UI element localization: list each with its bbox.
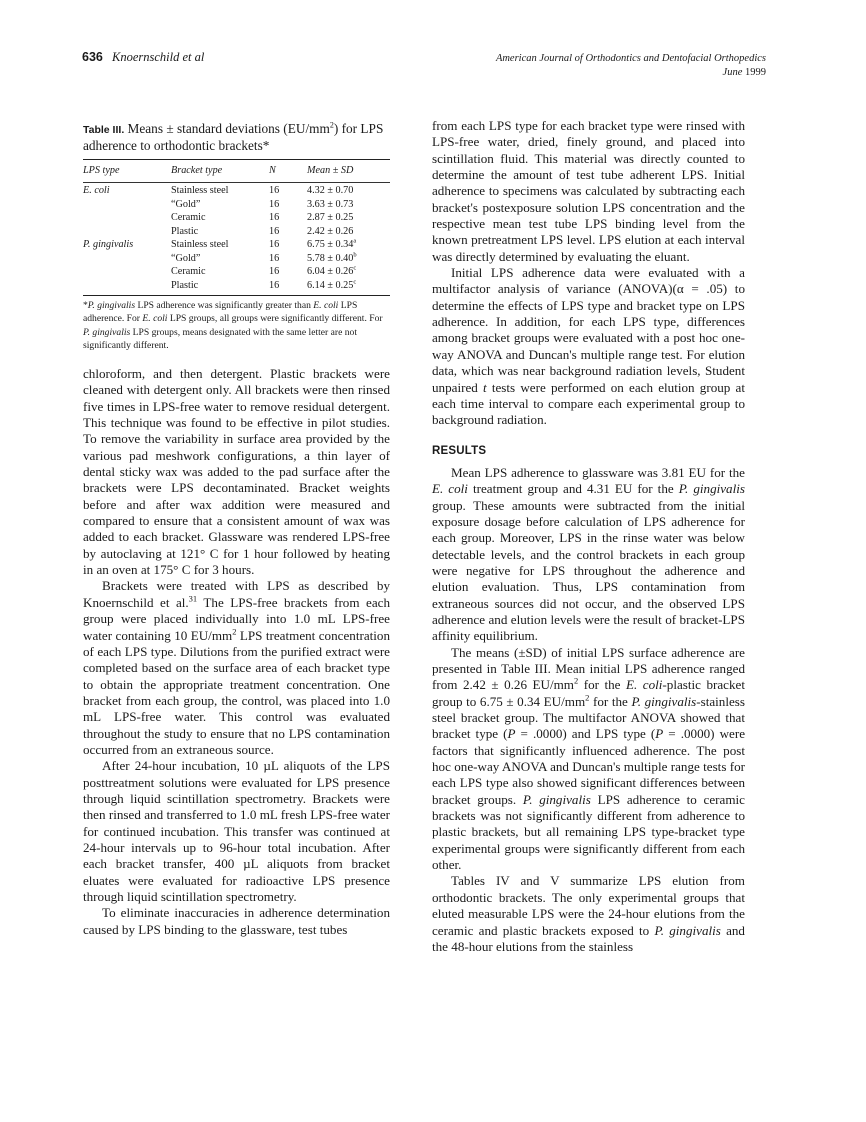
cell-mean-sd: 6.14 ± 0.25$^c$ bbox=[307, 278, 357, 291]
table-footnote: *P. gingivalis LPS adherence was significantly greater than E. coli LPS adherence. For E. coli LPS groups, all groups were significantly different. For P. gingivalis LPS groups, means designated with the same letter are not significantly different. bbox=[83, 300, 383, 352]
reference-superscript: 31 bbox=[188, 593, 198, 604]
cell-mean-sd: 5.78 ± 0.40$^b$ bbox=[307, 251, 357, 264]
paragraph: To eliminate inaccuracies in adherence determination caused by LPS binding to the glassware, test tubes bbox=[83, 905, 390, 937]
cell-lps-type bbox=[83, 225, 171, 239]
cell-n: 16 bbox=[269, 279, 280, 291]
cell-bracket-type: Stainless steel bbox=[171, 239, 229, 250]
cell-lps-type bbox=[83, 279, 171, 293]
cell-bracket-type: Plastic bbox=[171, 225, 199, 237]
table-row bbox=[83, 184, 390, 198]
cell-mean-sd: 2.87 ± 0.25 bbox=[307, 212, 354, 223]
cell-n: 16 bbox=[269, 185, 280, 196]
paragraph: Mean LPS adherence to glassware was 3.81 EU for the E. coli treatment group and 4.31 EU for the P. gingivalis group. These amounts were subtracted from the initial exposure dosage before calculation of LPS adherence for each group. Moreover, LPS in the rinse water was below detectable levels, and the control brackets in each group were negative for LPS throughout the adherence and elution evaluation. Thus, LPS contamination from extraneous sources did not occur, and the observed LPS adherence and elution levels were the result of bracket-LPS affinity equilibrium. bbox=[432, 464, 745, 644]
table-header-row bbox=[83, 160, 390, 180]
table-iii bbox=[83, 121, 390, 353]
cell-mean-sd: 2.42 ± 0.26 bbox=[307, 225, 354, 237]
cell-n: 16 bbox=[269, 225, 280, 237]
table-row bbox=[83, 225, 390, 239]
data-table bbox=[83, 160, 390, 292]
issue-year: 1999 bbox=[745, 67, 766, 78]
table-row bbox=[83, 198, 390, 212]
journal-title: American Journal of Orthodontics and Dentofacial Orthopedics bbox=[495, 53, 766, 64]
cell-n: 16 bbox=[269, 212, 280, 223]
cell-lps-type bbox=[83, 252, 171, 266]
cell-bracket-type: Ceramic bbox=[171, 266, 206, 277]
cell-bracket-type: “Gold” bbox=[171, 252, 201, 264]
cell-bracket-type: Ceramic bbox=[171, 212, 206, 223]
cell-lps-type bbox=[83, 211, 171, 225]
page-number: 636 bbox=[82, 50, 103, 64]
cell-lps-type bbox=[83, 265, 171, 279]
table-row bbox=[83, 252, 390, 266]
cell-mean-sd: 6.75 ± 0.34$^a$ bbox=[307, 237, 357, 250]
cell-lps-type: E. coli bbox=[83, 185, 110, 196]
paragraph: After 24-hour incubation, 10 µL aliquots of the LPS posttreatment solutions were evaluated for LPS presence through liquid scintillation spectrometry. Brackets were then rinsed and transferred to 1.0 mL fresh LPS-free water for continued incubation. This transfer was continued at 24-hour intervals up to 96-hour total incubation. After each bracket transfer, 400 µL aliquots from bracket eluates were evaluated for radioactive LPS presence through liquid scintillation spectrometry. bbox=[83, 758, 390, 904]
table-label: Table III. bbox=[83, 124, 125, 136]
table-header-rule bbox=[83, 182, 390, 183]
right-column-text bbox=[432, 118, 745, 955]
paragraph: Initial LPS adherence data were evaluated with a multifactor analysis of variance (ANOVA)(α = .05) to determine the effects of LPS type and bracket type on LPS adherence. In addition, for each LPS type, differences among bracket groups were evaluated with a post hoc one-way ANOVA and Duncan's multiple range test. For elution data, which was near background radiation levels, Student unpaired t tests were performed on each elution group at each time interval to compare each experimental group to background radiation. bbox=[432, 265, 745, 428]
running-authors: Knoernschild et al bbox=[111, 50, 205, 64]
cell-lps-type bbox=[83, 198, 171, 212]
running-header-right bbox=[496, 52, 766, 80]
table-caption bbox=[83, 121, 390, 153]
col-header-lps-type: LPS type bbox=[83, 164, 120, 176]
table-row bbox=[83, 279, 390, 293]
cell-n: 16 bbox=[269, 252, 280, 264]
paragraph: chloroform, and then detergent. Plastic brackets were cleaned with detergent only. All brackets were then rinsed five times in LPS-free water to remove residual detergent. This technique was found to be effective in pilot studies. To remove the variability in surface area provided by the various pad meshwork configurations, a thin layer of dental sticky wax was added to the pad surface after the brackets were LPS decontaminated. Bracket weights before and after wax addition were measured and compared to ensure that a consistent amount of wax was added to each bracket. Glassware was rendered LPS-free by autoclaving at 121° C for 1 hour followed by heating in an oven at 175° C for 3 hours. bbox=[83, 366, 390, 578]
col-header-bracket-type: Bracket type bbox=[171, 164, 223, 176]
col-header-n: N bbox=[269, 164, 276, 176]
caption-text: ) for LPS adherence to orthodontic brackets* bbox=[83, 121, 384, 153]
paragraph: Tables IV and V summarize LPS elution from orthodontic brackets. The only experimental groups that eluted measurable LPS were the 24-hour elutions from the ceramic and plastic brackets exposed to P. gingivalis and the 48-hour elutions from the stainless bbox=[432, 873, 745, 954]
cell-bracket-type: Stainless steel bbox=[171, 185, 229, 196]
issue-date bbox=[496, 66, 766, 80]
cell-n: 16 bbox=[269, 198, 280, 210]
running-header-left bbox=[82, 50, 204, 65]
col-header-mean-sd: Mean ± SD bbox=[307, 164, 354, 176]
issue-month: June bbox=[722, 67, 743, 78]
paragraph: The means (±SD) of initial LPS surface adherence are presented in Table III. Mean initial LPS adherence ranged from 2.42 ± 0.26 $EU/mm^2$ for the E. coli-plastic bracket group to 6.75 ± 0.34 $EU/mm^2$ for the P. gingivalis-stainless steel bracket group. The multifactor ANOVA showed that bracket type (P = .0000) and LPS type (P = .0000) were factors that significantly influenced adherence. The post hoc one-way ANOVA and Duncan's multiple range tests for each LPS type also showed significant differences between bracket groups. P. gingivalis LPS adherence to ceramic brackets was not significantly different from adherence to plastic brackets, but all remaining LPS type-bracket type experimental groups were significantly different from each other. bbox=[432, 644, 746, 873]
table-row bbox=[83, 265, 390, 279]
cell-mean-sd: 4.32 ± 0.70 bbox=[307, 185, 354, 196]
section-heading-results: RESULTS bbox=[432, 444, 487, 457]
cell-lps-type: P. gingivalis bbox=[83, 239, 134, 250]
cell-bracket-type: Plastic bbox=[171, 279, 199, 291]
paragraph: Brackets were treated with LPS as described by Knoernschild et al.$^{31}$ The LPS-free brackets from each group were placed individually into 1.0 mL LPS-free water containing 10 $EU/mm^2$ LPS treatment concentration of each LPS type. Dilutions from the purified extract were completed based on the surface area of each bracket type to obtain the appropriate treatment concentration. One bracket from each group, the control, was placed into 1.0 mL LPS-free water. This control was evaluated throughout the study to ensure that no LPS contamination occurred from an extraneous source. bbox=[83, 578, 390, 757]
cell-n: 16 bbox=[269, 239, 280, 250]
table-row bbox=[83, 238, 390, 252]
paragraph: from each LPS type for each bracket type were rinsed with LPS-free water, dried, finely ground, and placed into scintillation fluid. This material was directly counted to determine the amount of test tube adherent LPS. Initial adherence to specimens was calculated by subtracting each bracket's postexposure solution LPS concentration and the respective mean test tube LPS binding level from the known pretreatment LPS level. LPS elution at each interval was directly determined by evaluating the eluant. bbox=[432, 118, 745, 264]
cell-bracket-type: “Gold” bbox=[171, 198, 201, 210]
table-row bbox=[83, 211, 390, 225]
cell-mean-sd: 6.04 ± 0.26$^c$ bbox=[307, 264, 357, 277]
caption-text: Means ± standard deviations (EU/mm bbox=[124, 121, 330, 136]
cell-n: 16 bbox=[269, 266, 280, 277]
left-column-text bbox=[83, 366, 390, 938]
cell-mean-sd: 3.63 ± 0.73 bbox=[307, 198, 354, 210]
caption-superscript: 2 bbox=[329, 120, 334, 130]
